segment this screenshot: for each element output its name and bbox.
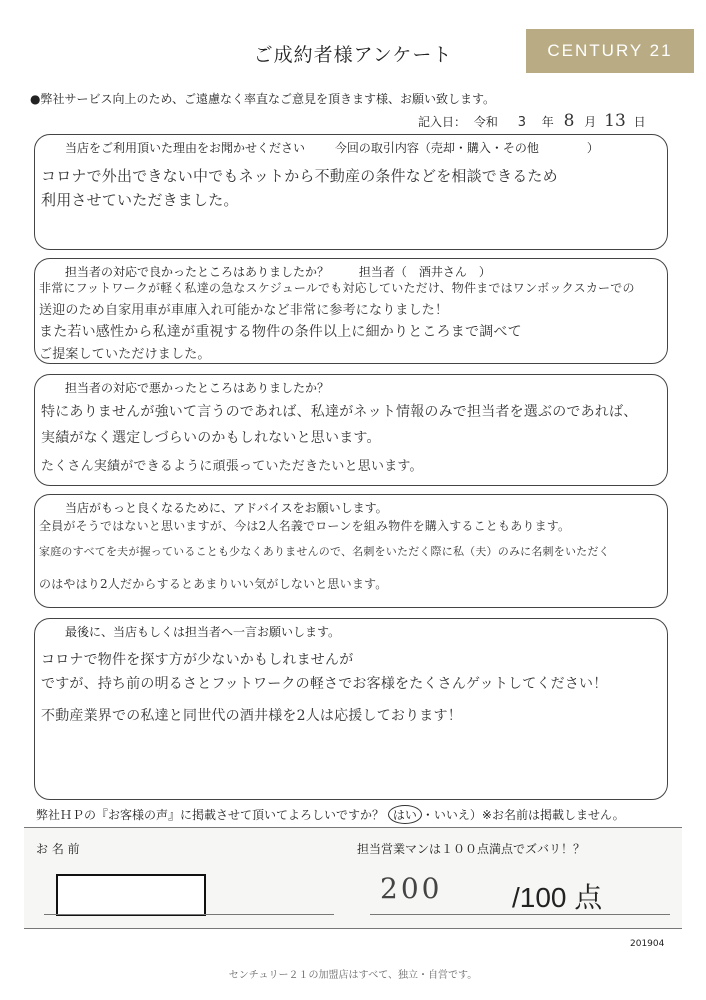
question-header <box>65 499 388 516</box>
score-label: 担当営業マンは１００点満点でズバリ！？ <box>357 842 586 856</box>
answer-line: ご提案していただけました。 <box>39 347 211 362</box>
form-code: 201904 <box>630 939 665 949</box>
redacted-name-box <box>56 874 206 916</box>
question-box-good-points <box>34 258 668 364</box>
answer-line: 不動産業界での私達と同世代の酒井様を2人は応援しております！ <box>41 708 462 724</box>
footer-note: センチュリー２１の加盟店はすべて、独立・自営です。 <box>228 970 478 981</box>
answer-line: 非常にフットワークが軽く私達の急なスケジュールでも対応していただけ、物件まではワンボックスカーでの <box>39 281 635 295</box>
answer-line: 実績がなく選定しづらいのかもしれないと思います。 <box>41 430 381 446</box>
consent-text: 弊社ＨＰの『お客様の声』に掲載させて頂いてよろしいですか？ <box>36 808 385 822</box>
score-max: /100 点 <box>512 882 603 913</box>
answer-line: 全員がそうではないと思いますが、今は2人名義でローンを組み物件を購入することもあります。 <box>39 519 571 533</box>
page-title: ご成約者様アンケート <box>253 44 453 66</box>
score-value: 200 <box>380 872 443 905</box>
name-score-panel <box>24 827 682 929</box>
consent-note: ）※お名前は掲載しません。 <box>469 808 625 822</box>
question-box-advice <box>34 494 668 608</box>
question-box-bad-points <box>34 374 668 486</box>
score-underline <box>370 914 670 915</box>
answer-line: また若い感性から私達が重視する物件の条件以上に細かりところまで調べて <box>39 324 522 340</box>
question-header <box>65 623 340 640</box>
brand-logo: CENTURY 21 <box>526 29 694 73</box>
question-header <box>65 379 329 396</box>
answer-line: ですが、持ち前の明るさとフットワークの軽さでお客様をたくさんゲットしてください！ <box>41 676 608 692</box>
consent-separator: ・ <box>421 808 434 822</box>
question-label: 担当者の対応で悪かったところはありましたか？ <box>65 381 330 395</box>
question-box-reason <box>34 134 668 250</box>
date-era: 令和 <box>473 115 498 129</box>
answer-line: コロナで外出できない中でもネットから不動産の条件などを相談できるため <box>41 167 558 185</box>
date-day-unit: 日 <box>633 115 646 129</box>
name-label: お 名 前 <box>36 842 80 856</box>
intro-text: ●弊社サービス向上のため、ご遠慮なく率直なご意見を頂きます様、お願い致します。 <box>30 92 496 106</box>
answer-line: たくさん実績ができるように頑張っていただきたいと思います。 <box>41 459 423 474</box>
question-box-message <box>34 618 668 800</box>
date-year: 3 <box>517 115 526 130</box>
staff-name-label: 担当者（ 酒井さん ） <box>358 265 491 279</box>
name-underline <box>44 914 334 915</box>
consent-yes: はい <box>388 805 422 824</box>
date-year-unit: 年 <box>541 115 554 129</box>
question-label: 担当者の対応で良かったところはありましたか？ <box>65 265 330 279</box>
transaction-type-label: 今回の取引内容（売却・購入・その他 ） <box>334 141 599 155</box>
question-header <box>65 139 599 156</box>
date-line <box>418 111 646 131</box>
question-label: 当店をご利用頂いた理由をお聞かせください <box>65 141 306 155</box>
answer-line: 家庭のすべてを夫が握っていることも少なくありませんので、名刺をいただく際に私（夫）のみに名刺をいただく <box>39 545 610 558</box>
answer-line: のはやはり2人だからするとあまりいい気がしないと思います。 <box>39 577 388 591</box>
answer-line: コロナで物件を探す方が少ないかもしれませんが <box>41 652 354 668</box>
question-header <box>65 263 491 280</box>
answer-line: 送迎のため自家用車が車庫入れ可能かなど非常に参考になりました！ <box>39 303 449 318</box>
date-label: 記入日： <box>418 115 467 129</box>
consent-no: いいえ <box>433 808 470 822</box>
date-month: 8 <box>563 111 575 131</box>
question-label: 当店がもっと良くなるために、アドバイスをお願いします。 <box>65 501 388 515</box>
date-day: 13 <box>604 111 626 131</box>
answer-line: 特にありませんが強いて言うのであれば、私達がネット情報のみで担当者を選ぶのであれば、 <box>41 404 638 420</box>
consent-question <box>36 805 625 824</box>
answer-line: 利用させていただきました。 <box>41 191 239 209</box>
question-label: 最後に、当店もしくは担当者へ一言お願いします。 <box>65 625 341 639</box>
date-month-unit: 月 <box>584 115 597 129</box>
